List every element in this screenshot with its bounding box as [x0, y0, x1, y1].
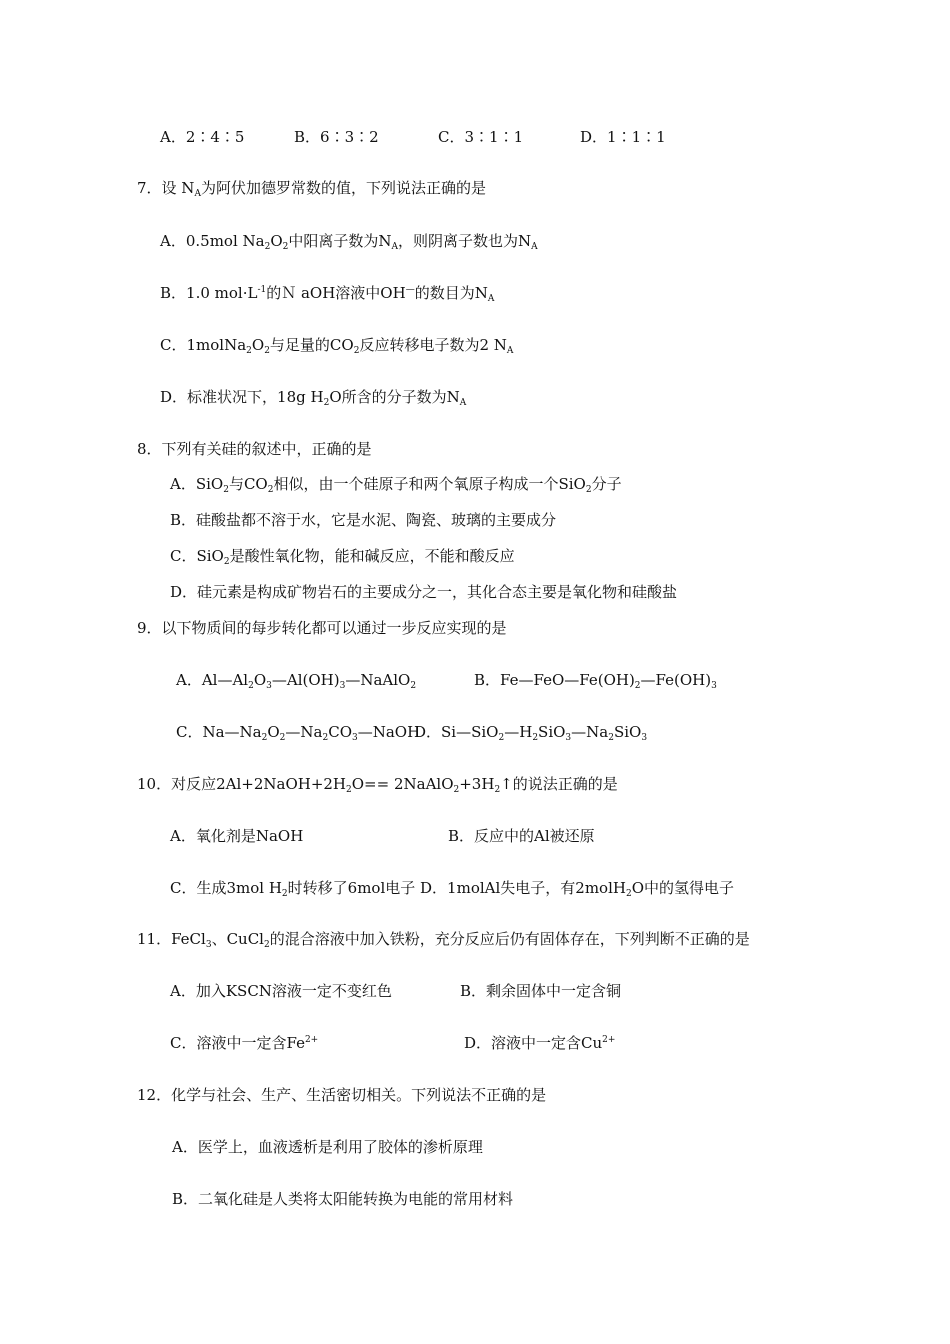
q11-option-a: A．加入KSCN溶液一定不变红色 — [170, 982, 392, 1000]
q12-option-b: B．二氧化硅是人类将太阳能转换为电能的常用材料 — [172, 1190, 514, 1208]
q7-option-a: A．0.5mol $Na_2O_2$中阳离子数为$N_A$，则阴离子数也为$N_A$ — [160, 232, 538, 252]
q7-stem: 7．设 $N_A$为阿伏加德罗常数的值，下列说法正确的是 — [137, 179, 486, 199]
q7-option-d: D．标准状况下，18g $H_2O$所含的分子数为$N_A$ — [160, 388, 467, 408]
q7-option-b: B．1.0 $mol\cdot L^{-1}$的Ｎ aOH溶液中OH—的数目为$N_A$ — [160, 284, 495, 304]
q9-option-d: D．$Si—SiO_2—H_2SiO_3—Na_2SiO_3$ — [414, 723, 648, 743]
q6-option-d: D．1∶1∶1 — [580, 128, 666, 146]
q6-option-b: B．6∶3∶2 — [294, 128, 379, 146]
q7-option-c: C．$1molNa_2O_2$与足量的$CO_2$反应转移电子数为2 $N_A$ — [160, 336, 514, 356]
q8-option-d: D．硅元素是构成矿物岩石的主要成分之一，其化合态主要是氧化物和硅酸盐 — [170, 583, 678, 601]
q11-option-c: C．溶液中一定含$Fe^{2+}$ — [170, 1034, 319, 1052]
q11-option-d: D．溶液中一定含$Cu^{2+}$ — [464, 1034, 616, 1052]
q8-stem: 8．下列有关硅的叙述中，正确的是 — [137, 440, 372, 458]
q9-option-c: C．$Na—Na_2O_2—Na_2CO_3—NaOH$ — [176, 723, 421, 743]
q6-option-c: C．3∶1∶1 — [438, 128, 524, 146]
q11-option-b: B．剩余固体中一定含铜 — [460, 982, 622, 1000]
q8-option-a: A．SiO$_2$与$CO_2$相似，由一个硅原子和两个氧原子构成一个SiO$_2$分子 — [170, 475, 622, 495]
q10-option-cd: C．生成3mol $H_2$时转移了6mol电子 D．1molAl失电子，有2molH$_2$O中的氢得电子 — [170, 879, 734, 899]
q10-option-b: B．反应中的Al被还原 — [448, 827, 595, 845]
q12-option-a: A．医学上，血液透析是利用了胶体的渗析原理 — [172, 1138, 483, 1156]
q8-option-c: C．SiO$_2$是酸性氧化物，能和碱反应，不能和酸反应 — [170, 547, 515, 567]
q6-option-a: A．2∶4∶5 — [160, 128, 245, 146]
q9-option-a: A．$Al—Al_2O_3—Al(OH)_3—NaAlO_2$ — [176, 671, 417, 691]
q10-stem: 10．对反应$2Al+2NaOH+2H_2O==$ $2NaAlO_2+3H_2↑$的说法正确的是 — [137, 775, 618, 795]
q9-stem: 9．以下物质间的每步转化都可以通过一步反应实现的是 — [137, 619, 507, 637]
q10-option-a: A．氧化剂是NaOH — [170, 827, 304, 845]
q12-stem: 12．化学与社会、生产、生活密切相关。下列说法不正确的是 — [137, 1086, 547, 1104]
q8-option-b: B．硅酸盐都不溶于水，它是水泥、陶瓷、玻璃的主要成分 — [170, 511, 557, 529]
q11-stem: 11．FeCl$_3$、CuCl$_2$的混合溶液中加入铁粉，充分反应后仍有固体存在，下列判断不正确的是 — [137, 930, 750, 950]
q9-option-b: B．$Fe—FeO—Fe(OH)_2—Fe(OH)_3$ — [474, 671, 717, 691]
